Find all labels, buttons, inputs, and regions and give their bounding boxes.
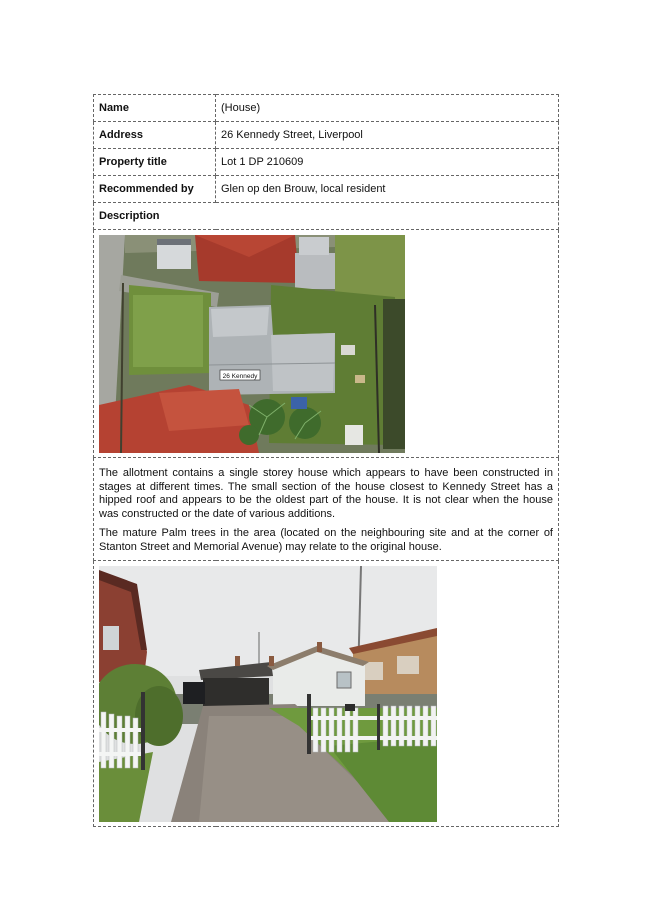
row-description-text (94, 458, 559, 561)
street-photo-cell (94, 561, 559, 827)
description-paragraph: The mature Palm trees in the area (located on the neighbouring site and at the corner of Stanton Street and Memorial Avenue) may relate to the original house. (99, 527, 553, 553)
aerial-photo-cell (94, 230, 559, 458)
row-property-title (94, 149, 559, 176)
aerial-address-label: 26 Kennedy (222, 373, 258, 380)
aerial-photo (99, 235, 405, 453)
row-address (94, 122, 559, 149)
name-label: Name (94, 95, 216, 122)
row-name (94, 95, 559, 122)
description-heading: Description (94, 203, 559, 230)
property-title-value: Lot 1 DP 210609 (216, 149, 559, 176)
address-value: 26 Kennedy Street, Liverpool (216, 122, 559, 149)
row-recommended-by (94, 176, 559, 203)
street-photo (99, 566, 437, 822)
address-label: Address (94, 122, 216, 149)
heritage-record-sheet (93, 94, 559, 827)
recommended-by-label: Recommended by (94, 176, 216, 203)
property-details-table (93, 94, 559, 827)
row-street-photo (94, 561, 559, 827)
description-paragraph: The allotment contains a single storey house which appears to have been constructed in stages at different times. The small section of the house closest to Kennedy Street has a hipped roof and appears to be the oldest part of the house. It is not clear when the house was constructed or the date of various additions. (99, 467, 553, 520)
name-value: (House) (216, 95, 559, 122)
row-aerial-photo (94, 230, 559, 458)
property-title-label: Property title (94, 149, 216, 176)
description-text-cell (94, 458, 559, 561)
recommended-by-value: Glen op den Brouw, local resident (216, 176, 559, 203)
row-description-heading (94, 203, 559, 230)
